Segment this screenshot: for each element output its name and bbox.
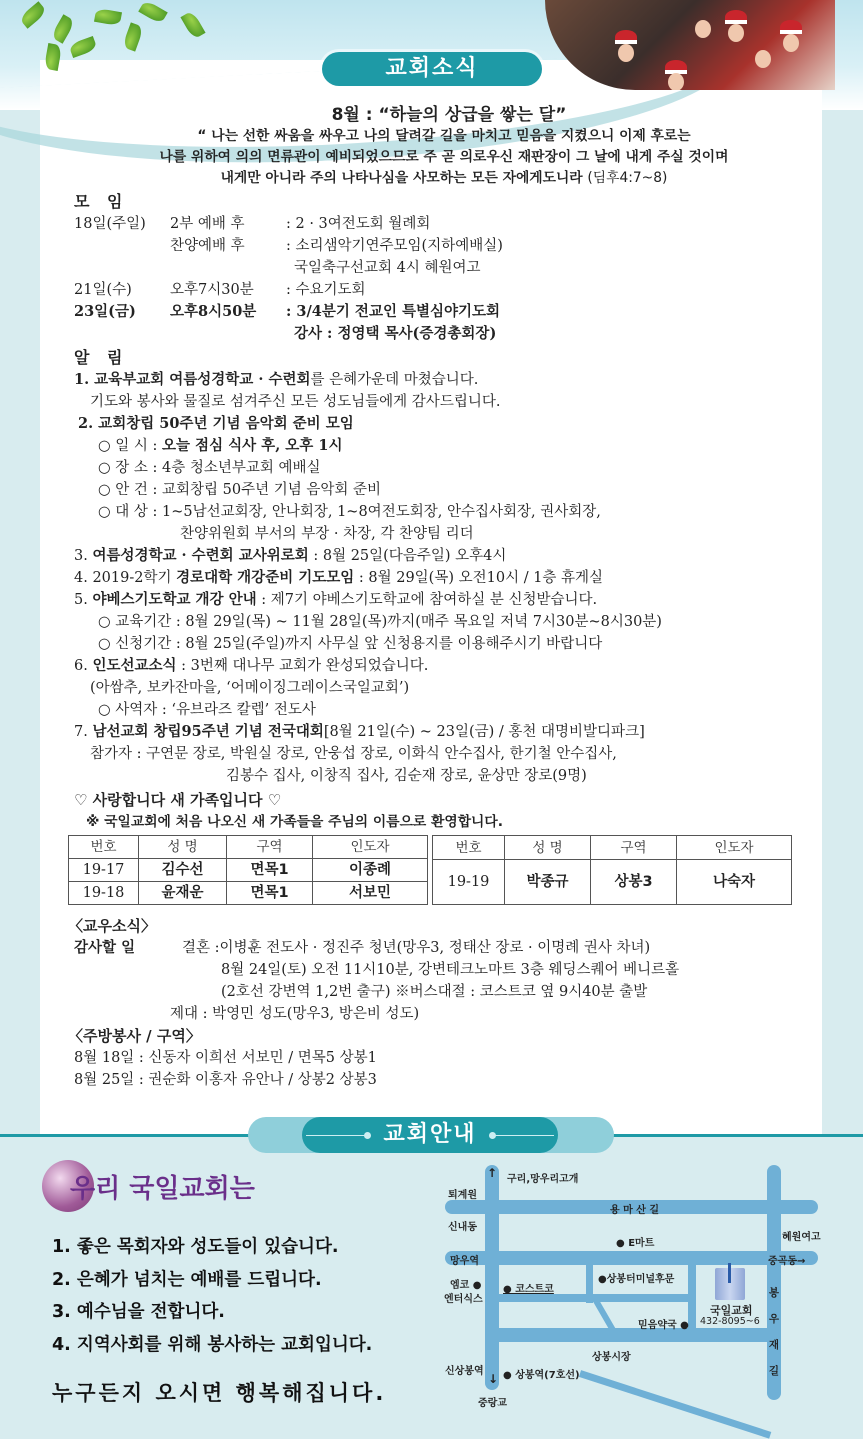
cell-guide: 서보민 (313, 882, 428, 905)
header-no: 번호 (69, 836, 139, 859)
wedding-line-2: 8월 24일(토) 오전 11시10분, 강변테크노마트 3층 웨딩스퀘어 베니르홀 (221, 962, 680, 978)
banner-dot (364, 1132, 371, 1139)
map-label: 상봉시장 (592, 1352, 631, 1363)
map-label: 용 마 산 길 (610, 1205, 660, 1216)
map-label: 신내동 (448, 1222, 477, 1233)
notice-bold: 여름성경학교 · 수련회 교사위로회 (92, 547, 309, 564)
notice-text: : 8월 29일(목) 오전10시 / 1층 휴게실 (354, 570, 604, 586)
header-name: 성 명 (505, 836, 591, 860)
notice-item-5-apply: ○ 신청기간 : 8월 25일(주일)까지 사무실 앞 신청용지를 이용해주시기 바랍니다 (98, 636, 603, 652)
kitchen-title: 〈주방봉사 / 구역〉 (68, 1027, 201, 1045)
notice-bold: 인도선교소식 (92, 657, 177, 674)
road-mangu (445, 1251, 818, 1265)
cell-zone: 면목1 (227, 859, 313, 882)
num: 5. (74, 592, 93, 608)
section-title-church-guide (302, 1117, 558, 1153)
meeting-date: 18일(주일) (74, 216, 146, 232)
header-guide: 인도자 (677, 836, 792, 860)
about-item: 3. 예수님을 전합니다. (52, 1302, 225, 1322)
wedding-line-1: 이병훈 전도사 · 정진주 청년(망우3, 정태산 장로 · 이명례 권사 차녀) (219, 940, 651, 956)
meeting-row (74, 279, 804, 301)
meeting-time: 오후8시50분 (170, 303, 257, 320)
church-label: 국일교회 (710, 1304, 753, 1317)
table-row (69, 882, 428, 905)
cell-name: 박종규 (505, 860, 591, 905)
road-small-v (586, 1263, 593, 1303)
num: 6. (74, 658, 93, 674)
member-news-wedding (74, 937, 804, 959)
notice-item-4 (74, 567, 804, 589)
wedding-label: 결혼 : (182, 940, 220, 956)
table-row (69, 859, 428, 882)
notice-item-1-line2: 기도와 봉사와 물질로 섬겨주신 모든 성도님들에게 감사드립니다. (90, 394, 501, 410)
notice-item-1 (74, 369, 804, 391)
map-label: ● 코스트코 (503, 1284, 554, 1295)
member-news-title: 〈교우소식〉 (68, 917, 156, 935)
kitchen-line: 8월 25일 : 권순화 이홍자 유안나 / 상봉2 상봉3 (74, 1072, 377, 1088)
kitchen-line: 8월 18일 : 신동자 이희선 서보민 / 면목5 상봉1 (74, 1050, 377, 1066)
meeting-date (74, 257, 170, 279)
notice-item-6 (74, 655, 804, 677)
notice-item-2-target: ○ 대 상 : 1~5남선교회장, 안나회장, 1~8여전도회장, 안수집사회장, 권사회장, (98, 504, 601, 520)
table-row (433, 860, 792, 905)
cell-no: 19-17 (69, 859, 139, 882)
church-phone: 432-8095~6 (700, 1316, 760, 1327)
meetings-title: 모 임 (74, 192, 129, 211)
meeting-desc: : 2 · 3여전도회 월례회 (286, 216, 431, 232)
num: 4. 2019-2학기 (74, 570, 177, 586)
num: 7. (74, 724, 93, 740)
header-no: 번호 (433, 836, 505, 860)
map-label: 재 (768, 1339, 780, 1351)
new-family-subtitle: ※ 국일교회에 처음 나오신 새 가족들을 주님의 이름으로 환영합니다. (86, 814, 503, 830)
about-item: 4. 지역사회를 위해 봉사하는 교회입니다. (52, 1334, 373, 1355)
notice-bold: 1. 교육부교회 여름성경학교 · 수련회 (74, 371, 311, 388)
about-item: 2. 은혜가 넘치는 예배를 드립니다. (52, 1269, 322, 1290)
verse-reference: (딤후4:7~8) (587, 170, 668, 186)
map-label: 믿음약국 ● (638, 1320, 689, 1331)
bible-verse (84, 126, 804, 189)
about-item: 1. 좋은 목회자와 성도들이 있습니다. (52, 1237, 339, 1257)
meeting-time (170, 323, 286, 345)
road-middle (492, 1328, 774, 1342)
notice-item-3 (74, 545, 804, 567)
road-small-v2 (688, 1263, 696, 1335)
cell-no: 19-18 (69, 882, 139, 905)
new-family-table-right (432, 835, 792, 905)
num: 3. (74, 548, 93, 564)
meeting-desc: 국일축구선교회 4시 혜원여고 (294, 260, 481, 276)
choir-photo (545, 0, 835, 90)
notice-item-6-line2: (아쌈추, 보카잔마을, ‘어메이징그레이스국일교회’) (90, 680, 410, 696)
notices-list (74, 369, 804, 787)
banner-text: 교회안내 (383, 1122, 477, 1147)
new-family-tables (68, 835, 804, 905)
meeting-time: 오후7시30분 (170, 282, 254, 298)
map-label: ●상봉터미널후문 (598, 1274, 675, 1285)
header-zone: 구역 (227, 836, 313, 859)
map-label: 봉 (768, 1287, 780, 1299)
meeting-desc: 강사 : 정영택 목사(증경총회장) (294, 325, 497, 342)
map-label: ● E마트 (616, 1238, 655, 1249)
map-label: 신상봉역 (445, 1366, 484, 1377)
header-name: 성 명 (139, 836, 227, 859)
road-vertical-left (485, 1165, 499, 1390)
notice-bold: 경로대학 개강준비 기도모임 (176, 569, 355, 586)
section-title-church-news: 교회소식 (322, 52, 542, 86)
meeting-row (74, 213, 804, 235)
map-label: 구리,망우리고개 (507, 1174, 579, 1185)
notice-item-7 (74, 721, 804, 743)
notice-text: : 3번째 대나무 교회가 완성되었습니다. (176, 658, 429, 674)
header-guide: 인도자 (313, 836, 428, 859)
about-list (52, 1231, 432, 1361)
verse-line-1: “ 나는 선한 싸움을 싸우고 나의 달려갈 길을 마치고 믿음을 지켰으니 이제 후로는 (197, 128, 691, 144)
road-diagonal (579, 1370, 771, 1438)
cell-zone: 상봉3 (591, 860, 677, 905)
new-family-table-left (68, 835, 428, 905)
map-label: 엠코 ● (450, 1280, 482, 1291)
meeting-desc: : 수요기도회 (286, 282, 366, 298)
map-label: ● 상봉역(7호선) (503, 1370, 580, 1381)
location-map (430, 1150, 863, 1426)
cell-name: 윤재운 (139, 882, 227, 905)
meeting-row (74, 323, 804, 345)
map-label: 혜원여고 (782, 1232, 821, 1243)
map-label: 중곡동→ (768, 1256, 806, 1267)
label: ○ 일 시 : (98, 438, 162, 454)
table-header (433, 836, 792, 860)
notice-text: : 제7기 야베스기도학교에 참여하실 분 신청받습니다. (256, 592, 598, 608)
map-label: 우 (768, 1313, 780, 1325)
notice-item-5 (74, 589, 804, 611)
cell-zone: 면목1 (227, 882, 313, 905)
meeting-desc: : 소리샘악기연주모임(지하예배실) (286, 238, 503, 254)
map-label: 망우역 (450, 1256, 479, 1267)
map-label: 퇴계원 (448, 1190, 477, 1201)
church-building-icon (715, 1268, 745, 1300)
notice-item-2-date (74, 435, 804, 457)
about-church (52, 1160, 432, 1407)
meeting-date (74, 323, 170, 345)
church-news-content (68, 100, 804, 1091)
about-title: 우리 국일교회는 (70, 1174, 255, 1204)
meeting-time (170, 257, 286, 279)
notices-title: 알 림 (74, 348, 129, 367)
cell-guide: 나숙자 (677, 860, 792, 905)
month-theme-title: 8월 : “하늘의 상급을 쌓는 달” (331, 105, 567, 125)
slogan: 누구든지 오시면 행복해집니다. (52, 1381, 387, 1405)
cell-no: 19-19 (433, 860, 505, 905)
meeting-date: 23일(금) (74, 303, 136, 320)
verse-line-2: 나를 위하여 의의 면류관이 예비되었으므로 주 곧 의로우신 재판장이 그 날에 내게 주실 것이며 (159, 149, 729, 165)
notice-text: : 8월 25일(다음주일) 오후4시 (308, 548, 507, 564)
cell-guide: 이종례 (313, 859, 428, 882)
notice-item-2-target-line2: 찬양위원회 부서의 부장 · 차장, 각 찬양팀 리더 (180, 526, 474, 542)
table-header (69, 836, 428, 859)
value: 오늘 점심 식사 후, 오후 1시 (162, 437, 343, 454)
verse-line-3 (84, 168, 804, 189)
notice-item-6-missionary: ○ 사역자 : ‘유브라즈 칼렙’ 전도사 (98, 702, 316, 718)
meeting-date (74, 235, 170, 257)
cell-name: 김수선 (139, 859, 227, 882)
map-label: 길 (768, 1365, 780, 1377)
meeting-desc: : 3/4분기 전교인 특별심야기도회 (286, 303, 501, 320)
arrow-down-icon: ↓ (488, 1372, 499, 1386)
wedding-line-3: (2호선 강변역 1,2번 출구) ※버스대절 : 코스트코 옆 9시40분 출발 (221, 984, 648, 1000)
map-label: 엔터식스 (444, 1294, 483, 1305)
map-label: 중랑교 (478, 1398, 507, 1409)
member-news-category: 감사할 일 (74, 940, 136, 956)
verse-text: 내게만 아니라 주의 나타나심을 사모하는 모든 자에게도니라 (220, 170, 583, 186)
notice-item-7-participants-line2: 김봉수 집사, 이창직 집사, 김순재 장로, 윤상만 장로(9명) (226, 768, 587, 784)
notice-item-2-place: ○ 장 소 : 4층 청소년부교회 예배실 (98, 460, 321, 476)
notice-item-2-agenda: ○ 안 건 : 교회창립 50주년 기념 음악회 준비 (98, 482, 381, 498)
arrow-up-icon: ↑ (487, 1166, 498, 1180)
meeting-date: 21일(수) (74, 282, 132, 298)
banner-line (306, 1135, 366, 1136)
notice-item-2-title: 2. 교회창립 50주년 기념 음악회 준비 모임 (78, 415, 354, 432)
meeting-time: 2부 예배 후 (170, 216, 245, 232)
notice-text: 를 은혜가운데 마쳤습니다. (310, 372, 479, 388)
notice-bold: 남선교회 창립95주년 기념 전국대회 (92, 723, 324, 740)
meetings-list (74, 213, 804, 345)
banner-line (494, 1135, 554, 1136)
leaves-decoration (10, 0, 230, 80)
header-zone: 구역 (591, 836, 677, 860)
discharge-line: 제대 : 박영민 성도(망우3, 방은비 성도) (170, 1006, 420, 1022)
notice-item-7-participants: 참가자 : 구연문 장로, 박원실 장로, 안웅섭 장로, 이화식 안수집사, 한기철 안수집사, (90, 746, 617, 762)
meeting-row (74, 301, 804, 323)
notice-bold: 야베스기도학교 개강 안내 (92, 591, 257, 608)
meeting-time: 찬양예배 후 (170, 238, 245, 254)
notice-text: [8월 21일(수) ~ 23일(금) / 홍천 대명비발디파크] (323, 724, 645, 740)
notice-item-5-period: ○ 교육기간 : 8월 29일(목) ~ 11월 28일(목)까지(매주 목요일 저녁 7시30분~8시30분) (98, 614, 662, 630)
new-family-title: ♡ 사랑합니다 새 가족입니다 ♡ (74, 791, 282, 809)
meeting-row (74, 257, 804, 279)
meeting-row (74, 235, 804, 257)
